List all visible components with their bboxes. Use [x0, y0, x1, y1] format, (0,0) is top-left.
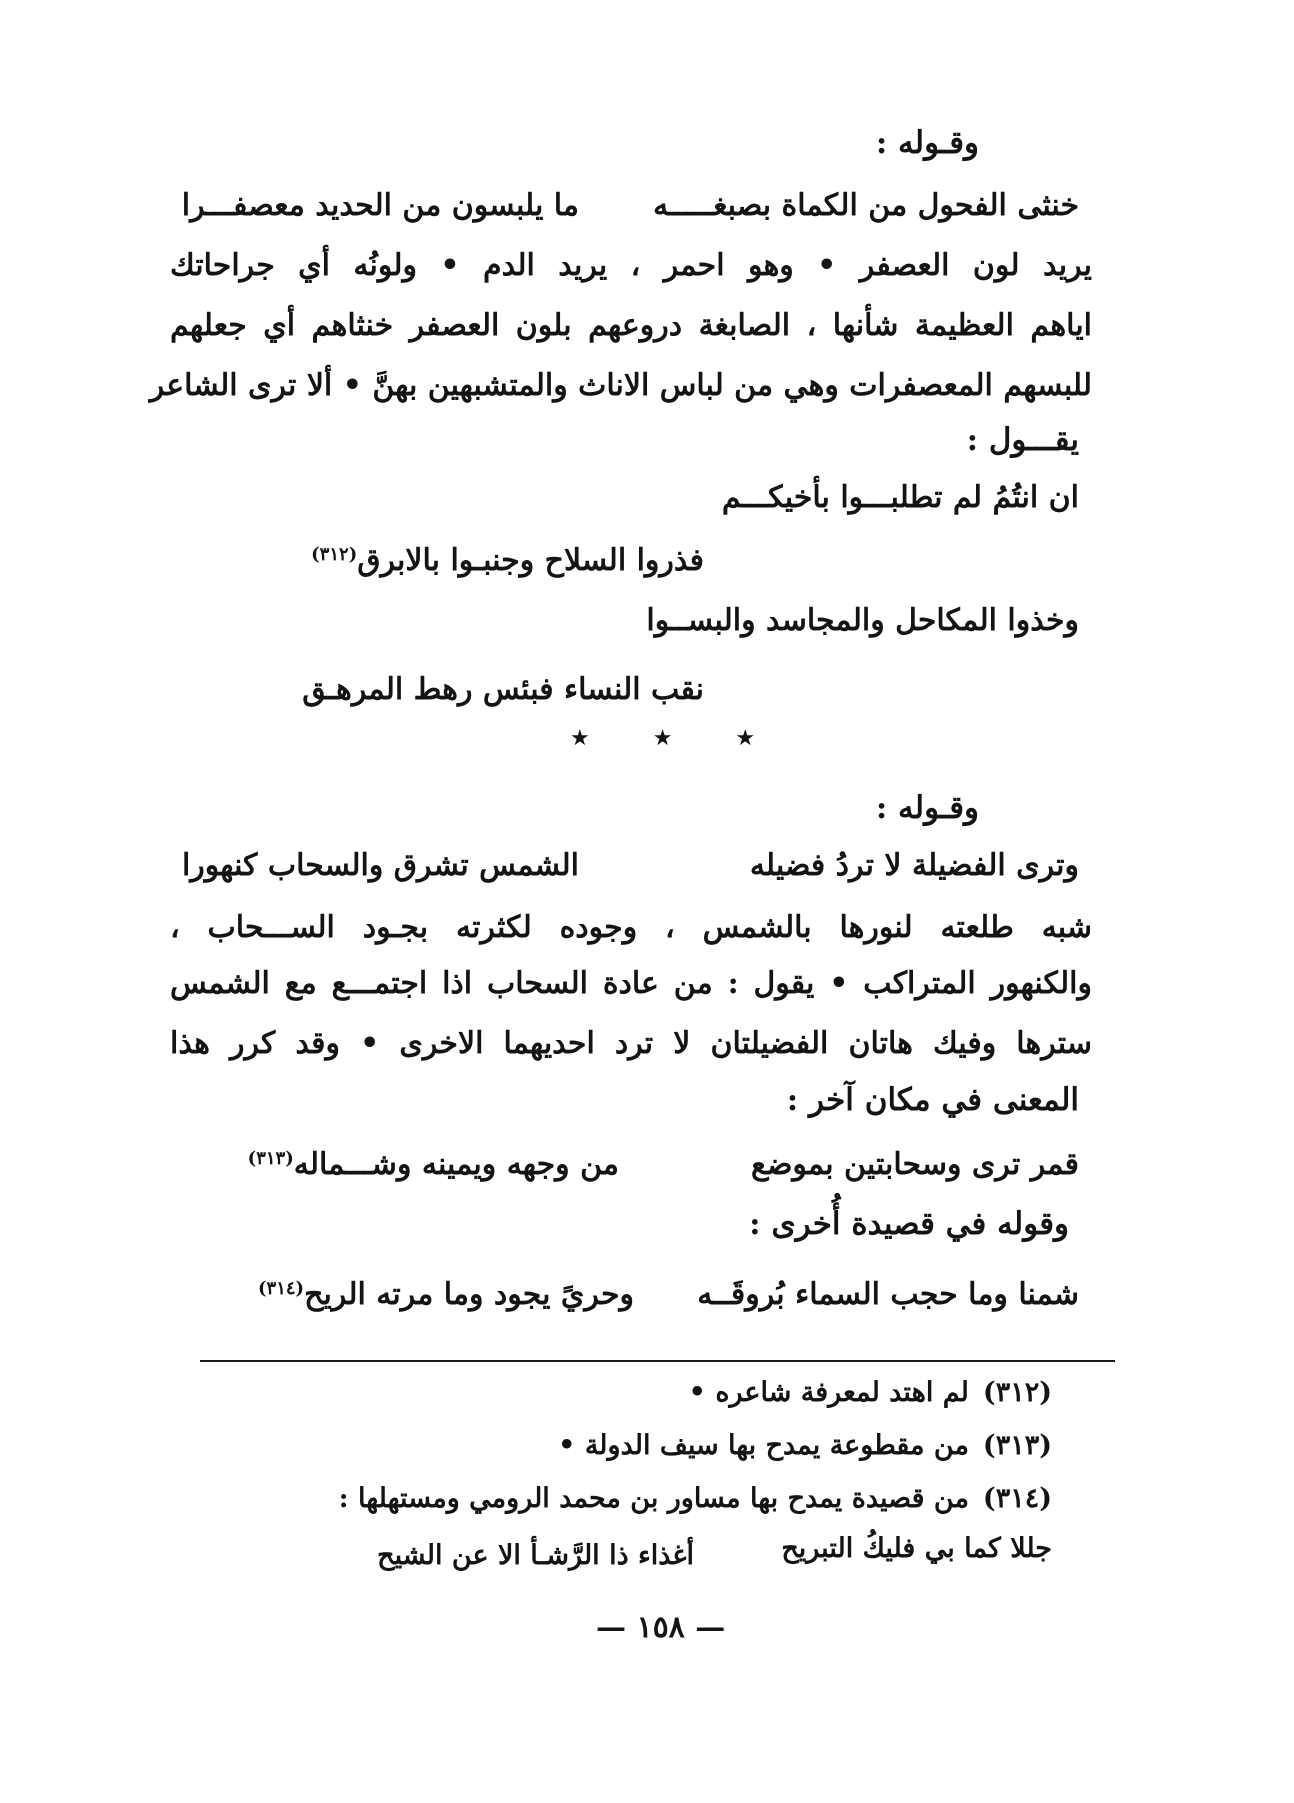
footnote-number: (٣١٢) [982, 1377, 1052, 1408]
hemistich-text: من وجهه ويمينه وشـــماله [293, 1147, 619, 1182]
footnote [339, 1483, 1052, 1514]
section-intro: وقـوله : [875, 790, 979, 826]
hemistich-text: وحريً يجود وما مرته الريح [304, 1277, 634, 1312]
verse-first-hemistich: قمر ترى وسحابتين بموضع [750, 1147, 1079, 1182]
footnote [689, 1377, 1052, 1408]
footnote-number: (٣١٤) [982, 1483, 1052, 1514]
verse-first-hemistich: شمنا وما حجب السماء بُروقَــه [697, 1277, 1079, 1312]
prose-line-last: المعنى في مكان آخر : [786, 1082, 1079, 1118]
footnote-verse-second-hemistich: أغذاء ذا الرَّشـأ الا عن الشيح [377, 1540, 694, 1571]
prose-line: للبسهم المعصفرات وهي من لباس الاناث والمتشبهين بهنَّ • ألا ترى الشاعر [149, 368, 1092, 403]
verse-second-hemistich: الشمس تشرق والسحاب كنهورا [181, 848, 579, 883]
footnote-text: من قصيدة يمدح بها مساور بن محمد الرومي ومستهلها : [338, 1483, 969, 1514]
footnote-text: لم اهتد لمعرفة شاعره • [688, 1377, 969, 1408]
verse-second-hemistich [311, 543, 704, 579]
verse-second-hemistich: نقب النساء فبئس رهط المرهـق [302, 672, 704, 707]
section-divider-stars: ★ ★ ★ [570, 726, 784, 751]
verse-second-hemistich [248, 1147, 619, 1183]
page-number: — ١٥٨ — [596, 1610, 726, 1645]
prose-line: اياهم العظيمة شأنها ، الصابغة دروعهم بلون العصفر خنثاهم أي جعلهم [170, 308, 1092, 343]
prose-line: سترها وفيك هاتان الفضيلتان لا ترد احديهما الاخرى • وقد كرر هذا [170, 1026, 1092, 1061]
verse-first-hemistich: وخذوا المكاحل والمجاسد والبســوا [646, 603, 1079, 638]
footnote-ref: (٣١٤) [258, 1278, 305, 1299]
footnote-number: (٣١٣) [982, 1430, 1052, 1461]
footnote-ref: (٣١٢) [311, 544, 358, 565]
footnote [558, 1430, 1052, 1461]
footnote-separator [200, 1360, 1115, 1362]
section-intro: وقوله في قصيدة أُخرى : [749, 1206, 1069, 1242]
section-intro: يقـــول : [966, 422, 1079, 458]
footnote-text: من مقطوعة يمدح بها سيف الدولة • [558, 1430, 969, 1461]
prose-line: والكنهور المتراكب • يقول : من عادة السحاب اذا اجتمـــع مع الشمس [170, 966, 1092, 1001]
section-intro: وقـوله : [875, 125, 979, 161]
footnote-ref: (٣١٣) [247, 1148, 294, 1169]
verse-second-hemistich [258, 1277, 634, 1313]
prose-line: شبه طلعته لنورها بالشمس ، وجوده لكثرته بجـود الســـحاب ، [170, 910, 1092, 945]
footnote-verse-first-hemistich: جللا كما بي فليكُ التبريح [781, 1533, 1052, 1564]
verse-first-hemistich: خنثى الفحول من الكماة بصبغـــــه [653, 188, 1079, 223]
verse-second-hemistich: ما يلبسون من الحديد معصفـــرا [181, 188, 579, 223]
verse-first-hemistich: وترى الفضيلة لا تردُ فضيله [749, 848, 1079, 883]
verse-first-hemistich: ان انتُمُ لم تطلبـــوا بأخيكـــم [721, 480, 1079, 515]
prose-line: يريد لون العصفر • وهو احمر ، يريد الدم • ولونُه أي جراحاتك [170, 248, 1092, 283]
hemistich-text: فذروا السلاح وجنبـوا بالابرق [357, 543, 704, 578]
